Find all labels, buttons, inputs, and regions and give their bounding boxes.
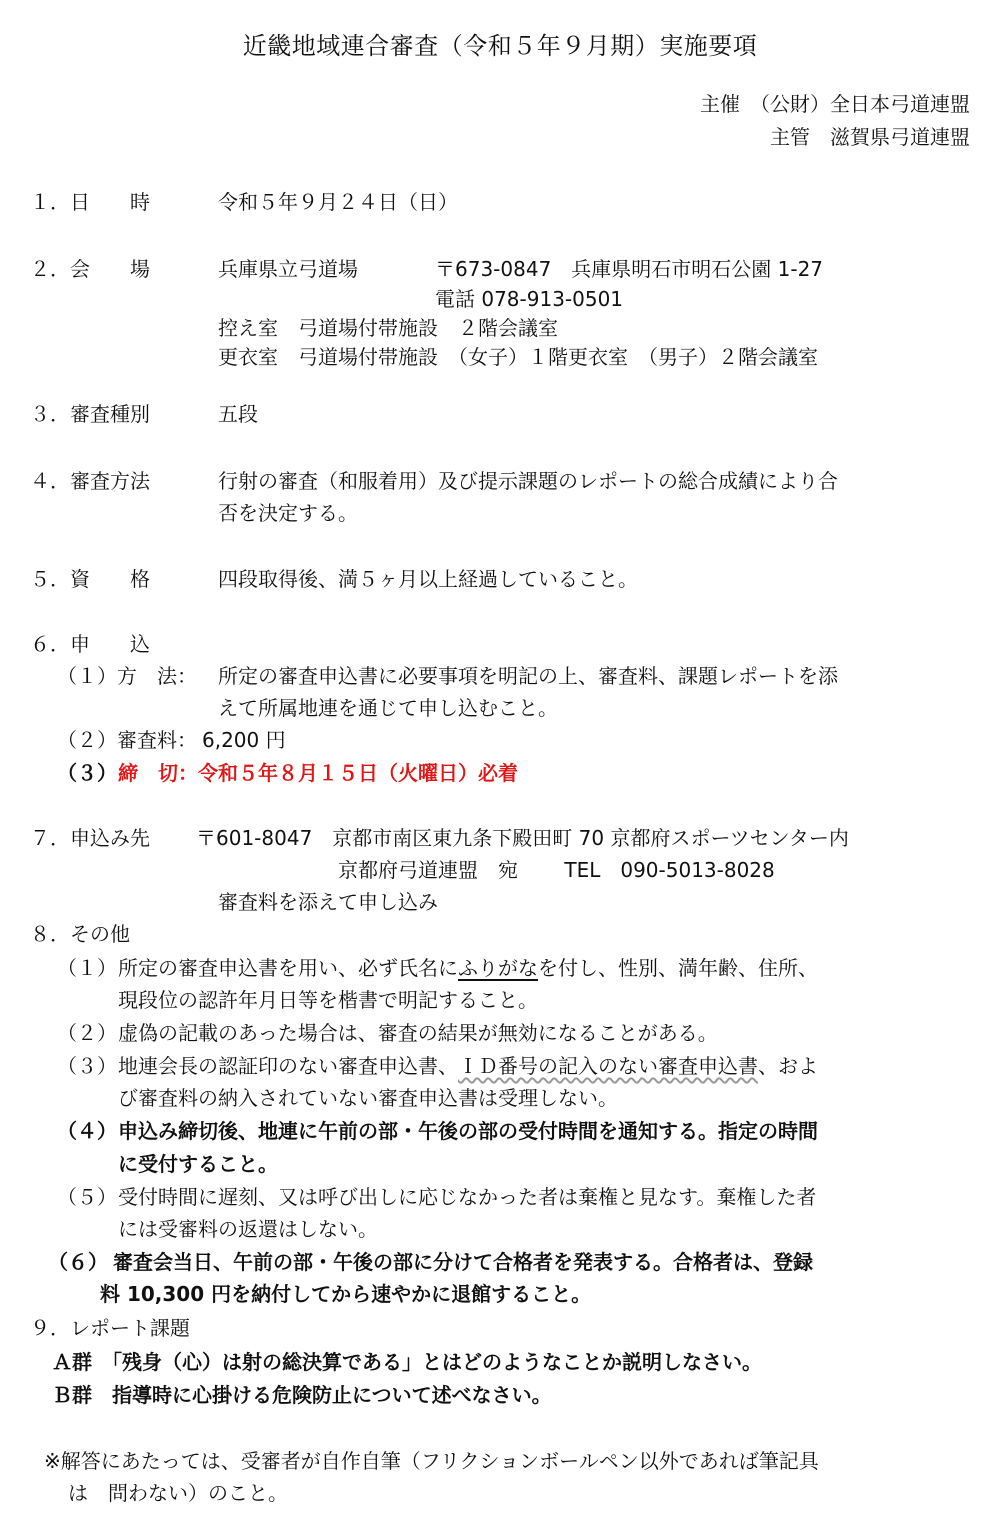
qualification: 四段取得後、満５ヶ月以上経過していること。 xyxy=(218,567,638,591)
other-3-line2: び審査料の納入されていない審査申込書は受理しない。 xyxy=(118,1086,618,1110)
apply-to-recipient: 京都府弓道連盟 宛 TEL 090-5013-8028 xyxy=(338,858,775,882)
exam-method-line2: 否を決定する。 xyxy=(218,501,358,525)
section-8-label: ８．その他 xyxy=(30,922,130,946)
section-9-label: ９．レポート課題 xyxy=(30,1316,190,1340)
application-method-label: （１）方 法： xyxy=(57,664,197,688)
other-3-number: （３） xyxy=(57,1054,117,1078)
other-4-line2: に受付すること。 xyxy=(118,1152,278,1176)
section-5-label: ５．資 格 xyxy=(30,567,150,591)
other-5-line1: 受付時間に遅刻、又は呼び出しに応じなかった者は棄権と見なす。棄権した者 xyxy=(118,1185,817,1209)
apply-to-note: 審査料を添えて申し込み xyxy=(218,890,438,914)
exam-method-line1: 行射の審査（和服着用）及び提示課題のレポートの総合成績により合 xyxy=(218,469,838,493)
note-line2: は 問わない）のこと。 xyxy=(68,1481,288,1505)
section-7-label: ７．申込み先 xyxy=(30,826,150,850)
other-4-number: （４） xyxy=(57,1119,117,1143)
section-1-label: １．日 時 xyxy=(30,190,150,214)
other-1-line2: 現段位の認許年月日等を楷書で明記すること。 xyxy=(118,988,538,1012)
note-line1: ※解答にあたっては、受審者が自作自筆（フリクションボールペン以外であれば筆記具 xyxy=(44,1449,819,1473)
sponsor: 主催 （公財）全日本弓道連盟 xyxy=(700,92,970,116)
venue-address: 〒673-0847 兵庫県明石市明石公園 1-27 xyxy=(435,257,824,281)
venue-name: 兵庫県立弓道場 xyxy=(218,257,358,281)
page-title: 近畿地域連合審査（令和５年９月期）実施要項 xyxy=(242,32,758,60)
application-method-line2: えて所属地連を通じて申し込むこと。 xyxy=(218,696,558,720)
section-4-label: ４．審査方法 xyxy=(30,469,150,493)
other-6-line1: 審査会当日、午前の部・午後の部に分けて合格者を発表する。合格者は、登録 xyxy=(113,1250,813,1274)
other-3-line1: 地連会長の認証印のない審査申込書、ＩＤ番号の記入のない審査申込書、およ xyxy=(118,1054,818,1078)
exam-rank: 五段 xyxy=(218,402,258,426)
report-topic-a: Ａ群 「残身（心）は射の総決算である」とはどのようなことか説明しなさい。 xyxy=(52,1350,762,1374)
other-6-number: （６） xyxy=(48,1250,108,1274)
other-2-number: （２） xyxy=(57,1021,117,1045)
exam-fee-value: 6,200 円 xyxy=(202,728,286,752)
deadline: 締 切：令和５年８月１５日（火曜日）必着 xyxy=(118,761,518,785)
section-6-label: ６．申 込 xyxy=(30,632,150,656)
application-method-line1: 所定の審査申込書に必要事項を明記の上、審査料、課題レポートを添 xyxy=(218,664,838,688)
section-3-label: ３．審査種別 xyxy=(30,402,150,426)
section-2-label: ２．会 場 xyxy=(30,257,150,281)
changing-room: 更衣室 弓道場付帯施設 （女子）１階更衣室 （男子）２階会議室 xyxy=(218,345,818,369)
waiting-room: 控え室 弓道場付帯施設 ２階会議室 xyxy=(218,316,558,340)
other-5-number: （５） xyxy=(57,1185,117,1209)
other-5-line2: には受審料の返還はしない。 xyxy=(118,1217,378,1241)
other-6-line2: 料 10,300 円を納付してから速やかに退館すること。 xyxy=(100,1282,592,1306)
venue-phone: 電話 078-913-0501 xyxy=(435,287,624,311)
other-1-line1: 所定の審査申込書を用い、必ず氏名にふりがなを付し、性別、満年齢、住所、 xyxy=(118,956,818,980)
other-1-number: （１） xyxy=(57,956,117,980)
organizer: 主管 滋賀県弓道連盟 xyxy=(770,125,970,149)
deadline-number: （３） xyxy=(57,761,117,785)
date-value: 令和５年９月２４日（日） xyxy=(218,190,458,214)
other-4-line1: 申込み締切後、地連に午前の部・午後の部の受付時間を通知する。指定の時間 xyxy=(118,1119,818,1143)
apply-to-address: 〒601-8047 京都市南区東九条下殿田町 70 京都府スポーツセンター内 xyxy=(196,826,849,850)
exam-fee-label: （２）審査料： xyxy=(57,728,197,752)
other-2: 虚偽の記載のあった場合は、審査の結果が無効になることがある。 xyxy=(118,1021,718,1045)
report-topic-b: Ｂ群 指導時に心掛ける危険防止について述べなさい。 xyxy=(52,1383,552,1407)
